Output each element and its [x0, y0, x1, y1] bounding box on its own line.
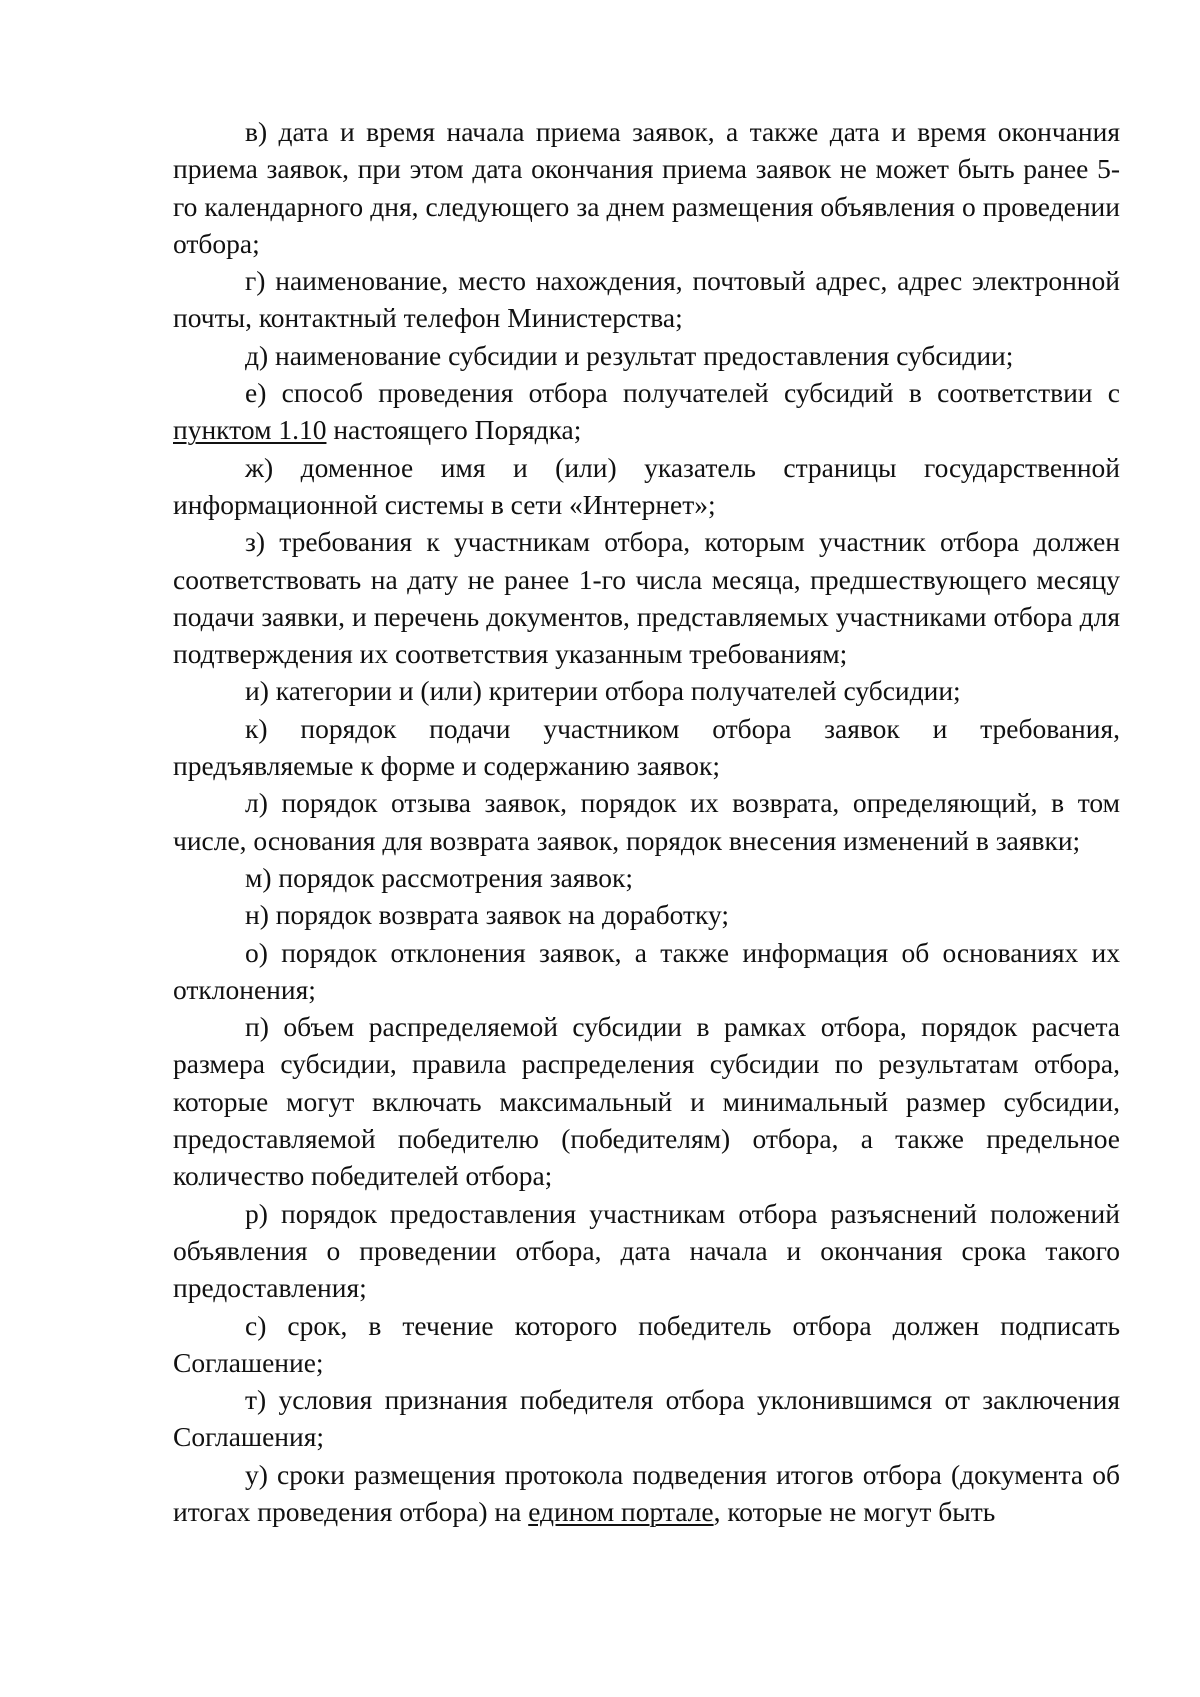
paragraph-l: л) порядок отзыва заявок, порядок их возврата, определяющий, в том числе, основания для возврата заявок, порядок внесения изменений в заявки;: [173, 787, 1120, 856]
link-edinyi-portal[interactable]: едином портале: [528, 1495, 714, 1527]
paragraph-r: р) порядок предоставления участникам отбора разъяснений положений объявления о проведении отбора, дата начала и окончания срока такого предоставления;: [173, 1197, 1120, 1304]
paragraph-u-end: , которые не могут быть: [713, 1495, 996, 1527]
paragraph-t: т) условия признания победителя отбора уклонившимся от заключения Соглашения;: [173, 1384, 1120, 1453]
document-body: [173, 113, 1120, 1530]
paragraph-d: д) наименование субсидии и результат предоставления субсидии;: [245, 339, 1014, 371]
paragraph-e-start: е) способ проведения отбора получателей субсидий в соответствии с: [245, 377, 1120, 409]
link-punkt-1-10[interactable]: пунктом 1.10: [173, 414, 327, 446]
paragraph-z: з) требования к участникам отбора, которым участник отбора должен соответствовать на дату не ранее 1-го числа месяца, предшествующего месяцу подачи заявки, и перечень документов, представляемых участниками отбора для подтверждения их соответствия указанным требованиям;: [173, 526, 1120, 670]
paragraph-u-start: у) сроки размещения протокола подведения итогов отбора (документа об итогах проведения отбора) на: [173, 1458, 1120, 1527]
paragraph-g: г) наименование, место нахождения, почтовый адрес, адрес электронной почты, контактный телефон Министерства;: [173, 265, 1120, 334]
paragraph-o: о) порядок отклонения заявок, а также информация об основаниях их отклонения;: [173, 936, 1120, 1005]
paragraph-m: м) порядок рассмотрения заявок;: [245, 861, 633, 893]
paragraph-u: [173, 1456, 1120, 1531]
paragraph-zh: ж) доменное имя и (или) указатель страницы государственной информационной системы в сети «Интернет»;: [173, 451, 1120, 520]
paragraph-v: в) дата и время начала приема заявок, а также дата и время окончания приема заявок, при этом дата окончания приема заявок не может быть ранее 5-го календарного дня, следующего за днем размещения объявления о проведении отбора;: [173, 116, 1120, 259]
paragraph-n: н) порядок возврата заявок на доработку;: [245, 899, 730, 931]
paragraph-i: и) категории и (или) критерии отбора получателей субсидии;: [245, 675, 961, 707]
paragraph-s: с) срок, в течение которого победитель отбора должен подписать Соглашение;: [173, 1309, 1120, 1378]
paragraph-e-end: настоящего Порядка;: [326, 414, 582, 446]
paragraph-p: п) объем распределяемой субсидии в рамках отбора, порядок расчета размера субсидии, правила распределения субсидии по результатам отбора, которые могут включать максимальный и минимальный размер субсидии, предоставляемой победителю (победителям) отбора, а также предельное количество победителей отбора;: [173, 1011, 1120, 1192]
paragraph-e: [173, 374, 1120, 449]
paragraph-k: к) порядок подачи участником отбора заявок и требования, предъявляемые к форме и содержанию заявок;: [173, 712, 1120, 782]
